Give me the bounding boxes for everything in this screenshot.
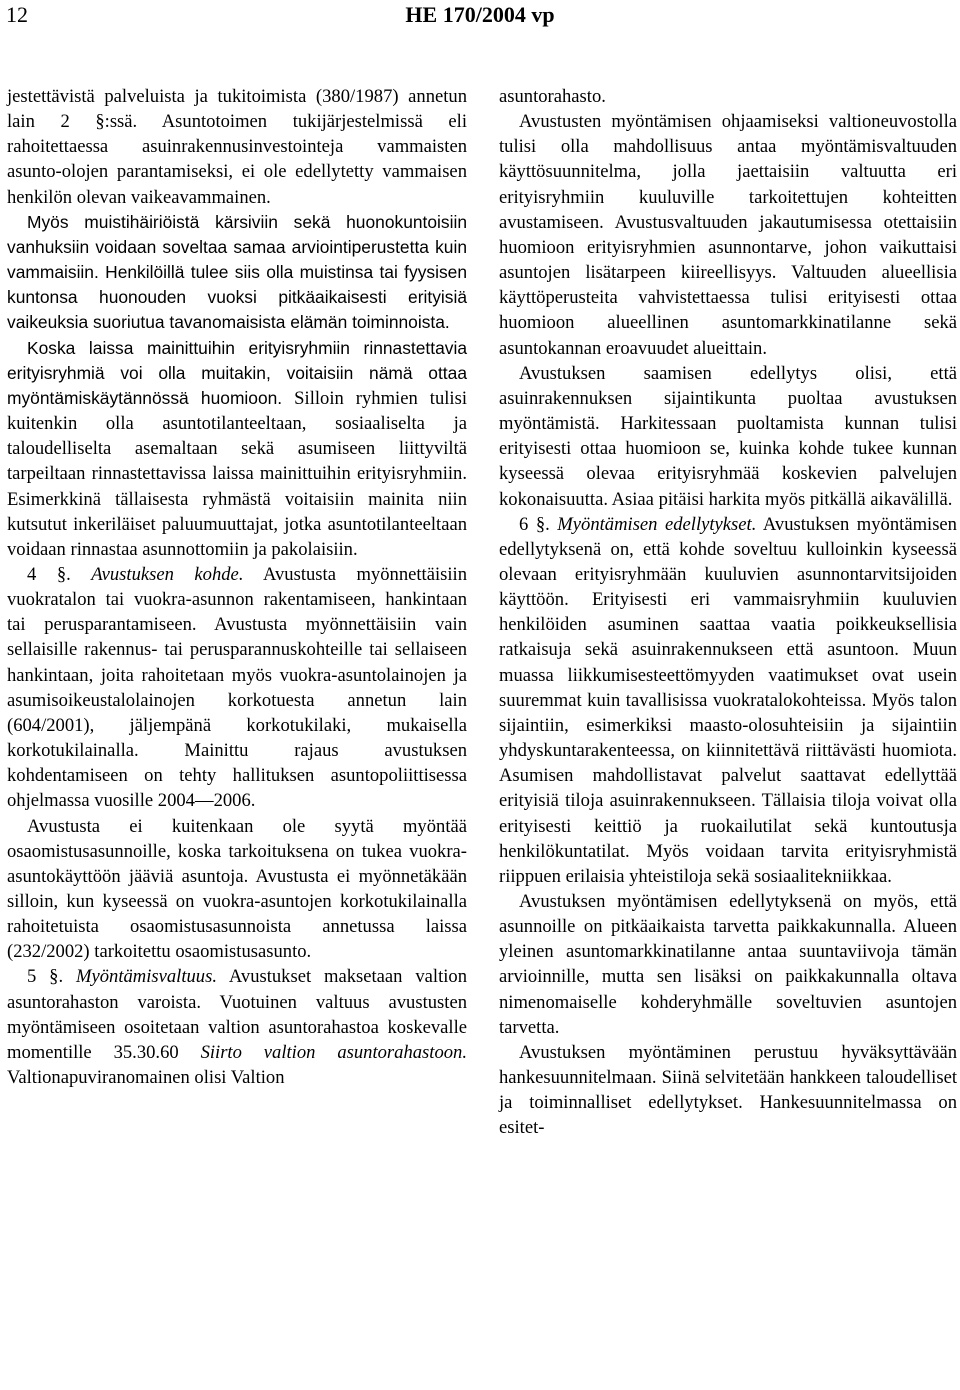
section-number: 6 §. [519, 513, 558, 535]
section-4 [7, 562, 467, 814]
paragraph: Avustuksen myöntäminen perustuu hyväksyttävään hankesuunnitelmaan. Siinä selvitetään hankkeen taloudelliset ja toiminnalliset edellytykset. Hankesuunnitelmassa on esitet- [499, 1041, 957, 1139]
section-title: Avustuksen kohde. [91, 563, 244, 585]
section-text: Avustusta myönnettäisiin vuokratalon tai vuokra-asunnon rakentamiseen, hankintaan tai perusparantamiseen. Avustusta myönnettäisiin vain sellaisille rakennus- tai perusparannuskohteille tai sellaiseen hankintaan, joita rahoitetaan myös vuokra-asuntolainojen ja asumisoikeustalolainojen korkotuesta annetun lain (604/2001), jäljempänä korkotukilaki, mukaisella korkotukilainalla. Mainittu rajaus avustuksen kohdentamiseen on tehty hallituksen asuntopoliittisessa ohjelmassa vuosille 2004—2006. [7, 563, 467, 812]
section-title: Myöntämisvaltuus. [76, 966, 217, 988]
section-number: 5 §. [27, 966, 76, 988]
document-reference: HE 170/2004 vp [405, 2, 555, 27]
paragraph-other-groups [7, 336, 467, 562]
section-text: Valtionapuviranomainen olisi Valtion [7, 1067, 285, 1089]
page-number: 12 [6, 2, 28, 27]
paragraph: Avustuksen myöntämisen edellytyksenä on myös, että asunnoille on pitkäaikaista tarvetta paikkakunnalla. Alueen yleinen asuntomarkkinatilanne antaa suuntaviivoja tämän arvioinnille, mutta sen lisäksi on paikkakunnalla oltava nimenomaiselle kohderyhmälle soveltuvien asuntojen tarvetta. [499, 891, 957, 1038]
section-italic-text: Siirto valtion asuntorahastoon. [200, 1041, 467, 1063]
paragraph: Avustuksen saamisen edellytys olisi, että asuinrakennuksen sijaintikunta puoltaa avustuksen myöntämistä. Harkitessaan puoltamista kunnan tulisi erityisesti ottaa huomioon se, kuinka kohde tukee kunnan kyseessä olevaa erityisryhmää koskevien palvelujen kokonaisuutta. Asiaa pitäisi harkita myös pitkällä aikavälillä. [499, 362, 957, 510]
paragraph-memory-disorders: Myös muistihäiriöistä kärsiviin sekä huonokuntoisiin vanhuksiin voidaan soveltaa samaa arviointiperustetta kuin vammaisiin. Henkilöillä tulee siis olla muistinsa tai fyysisen kuntonsa huonouden vuoksi pitkäaikaisesti erityisiä vaikeuksia suoriutua tavanomaisista elämän toiminnoista. [7, 211, 467, 333]
paragraph: asuntorahasto. [499, 86, 606, 107]
section-title: Myöntämisen edellytykset. [557, 513, 757, 535]
page-header [0, 0, 960, 30]
text-span: Silloin ryhmien tulisi kuitenkin olla asuntotilanteeltaan, sosiaaliselta ja taloudelliselta asemaltaan sekä asumiseen liittyviltä tarpeiltaan rinnastettavissa laissa mainittuihin erityisryhmiin. Esimerkkinä tällaisesta ryhmästä voitaisiin mainita niin kutsutut inkeriläiset paluumuuttajat, jotka asuntotilanteeltaan voidaan rinnastaa asunnottomiin ja pakolaisiin. [7, 387, 467, 560]
section-6 [499, 512, 957, 889]
section-number: 4 §. [27, 563, 92, 585]
section-5 [7, 964, 467, 1090]
paragraph: Avustusta ei kuitenkaan ole syytä myöntää osaomistusasunnoille, koska tarkoituksena on tukea vuokra-asuntokäyttöön jääviä asuntoja. Avustusta ei myönnetäkään silloin, kun kyseessä on vuokra-asuntojen korkotukilainalla rahoitetuista osaomistusasunnoista annetussa laissa (232/2002) tarkoitettu osaomistusasunto. [7, 815, 467, 963]
section-text: Avustuksen myöntämisen edellytyksenä on, että kohde soveltuu kulloinkin kyseessä olevaan erityisryhmään kuuluvien asunnontarvitsijoiden käyttöön. Erityisesti eri vammaisryhmiin kuuluvien henkilöiden asuminen saattaa vaatia poikkeuksellisia ratkaisuja sekä asuinrakennukseen että asuntoon. Muun muassa liikkumisesteettömyyden vaatimukset ovat usein suuremmat kuin tavallisissa vuokratalokohteissa. Myös talon sijaintiin, esimerkiksi maasto-olosuhteisiin ja sijaintiin yhdyskuntarakenteessa, on kiinnitettävä riittävästi huomiota. Asumisen mahdollistavat palvelut saattavat edellyttää erityisiä tiloja asuinrakennukseen. Tällaisia tiloja voivat olla erityisesti keittiö ja ruokailutilat sekä kuntoutusja henkilökuntatilat. Myös voidaan tarvita erityisryhmistä riippuen erilaisia yhteistiloja sekä sosiaalitekniikkaa. [499, 513, 957, 887]
paragraph: jestettävistä palveluista ja tukitoimista (380/1987) annetun lain 2 §:ssä. Asuntotoimen tukijärjestelmissä eli rahoitettaessa asuinrakennusinvestointeja vammaisten asunto-olojen parantamiseksi, ei ole edellytetty vammaisen henkilön olevan vaikeavammainen. [7, 86, 467, 208]
right-column [499, 84, 957, 1141]
left-column [7, 84, 467, 1090]
paragraph: Avustusten myöntämisen ohjaamiseksi valtioneuvostolla tulisi olla mahdollisuus antaa myöntämisvaltuuden käyttösuunnitelma, jolla jaettaisiin valtuutta eri erityisryhmiin kuuluville tarkoitettujen kohteitten avustamiseen. Avustusvaltuuden jakautumisessa otettaisiin huomioon erityisryhmien asunnontarve, johon vaikuttaisi asuntojen lisätarpeen kiireellisyys. Valtuuden alueellisia käyttöperusteita vahvistettaessa tulisi erityisesti ottaa huomioon alueellinen asuntomarkkinatilanne sekä asuntokannan eroavuudet alueittain. [499, 111, 957, 359]
section-text: Avustukset maksetaan valtion asuntorahaston varoista. Vuotuinen valtuus avustusten myöntämiseen osoitetaan valtion asuntorahastoa koskevalle momentille 35.30.60 [7, 966, 467, 1063]
text-span: Koska laissa mainittuihin erityisryhmiin rinnastettavia erityisryhmiä voi olla muitakin, voitaisiin nämä ottaa myöntämiskäytännössä huomioon. [7, 337, 467, 408]
